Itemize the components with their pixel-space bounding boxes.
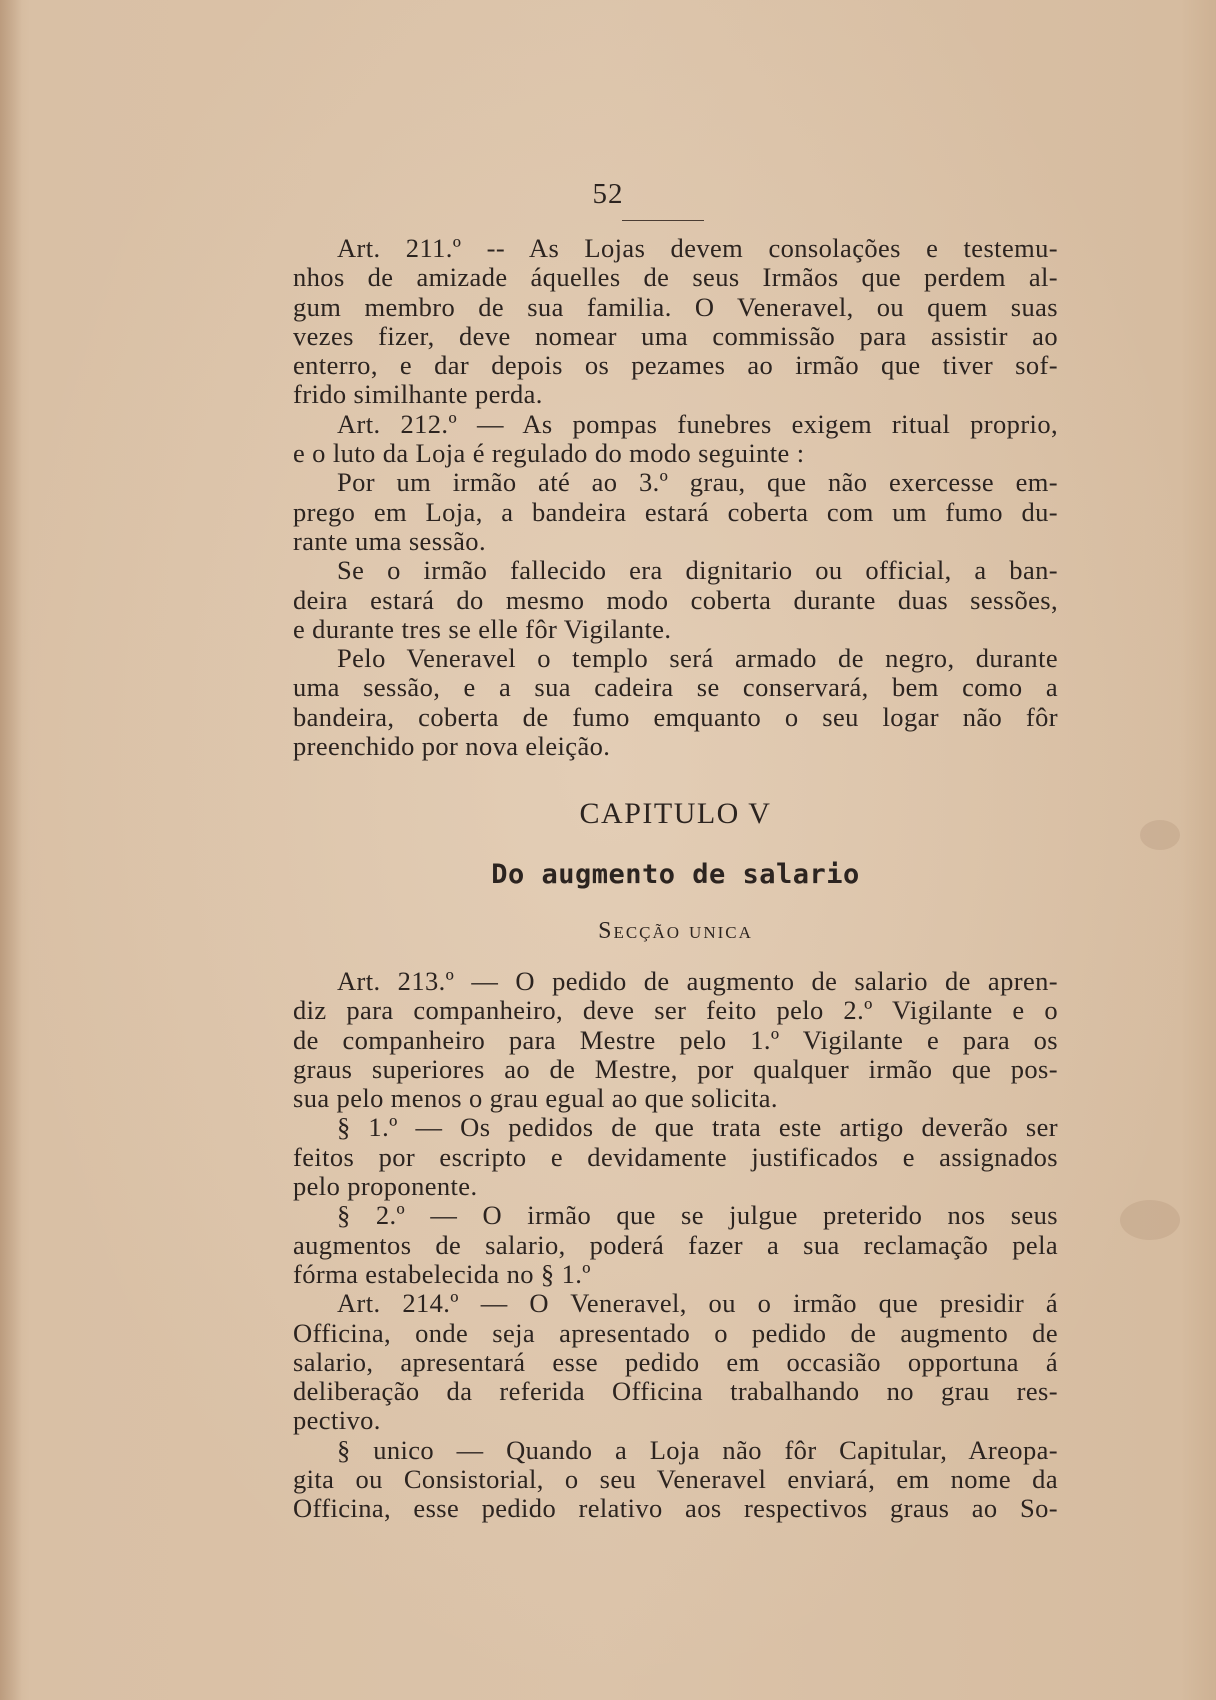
text-line: e o luto da Loja é regulado do modo seguinte : <box>293 438 805 469</box>
text-line: § 2.º — O irmão que se julgue preterido nos seus <box>337 1200 1058 1231</box>
text-line: pectivo. <box>293 1405 381 1436</box>
body-text-bottom <box>293 967 1058 1524</box>
text-line: salario, apresentará esse pedido em occasião opportuna á <box>293 1346 1058 1377</box>
text-line: augmentos de salario, poderá fazer a sua reclamação pela <box>293 1229 1058 1260</box>
text-line: nhos de amizade áquelles de seus Irmãos que perdem al- <box>293 262 1058 293</box>
paragraph <box>293 234 1058 410</box>
paper-stain <box>1140 820 1180 850</box>
text-line: vezes fizer, deve nomear uma commissão para assistir ao <box>293 320 1058 351</box>
text-line: gita ou Consistorial, o seu Veneravel enviará, em nome da <box>293 1464 1058 1495</box>
text-line: Art. 214.º — O Veneravel, ou o irmão que presidir á <box>337 1288 1058 1319</box>
text-line: Art. 212.º — As pompas funebres exigem ritual proprio, <box>337 408 1058 439</box>
page-number-rule <box>622 220 704 221</box>
text-line: frido similhante perda. <box>293 379 543 410</box>
text-line: Officina, esse pedido relativo aos respectivos graus ao So- <box>293 1493 1058 1524</box>
text-line: prego em Loja, a bandeira estará coberta com um fumo du- <box>293 496 1058 527</box>
text-line: diz para companheiro, deve ser feito pelo 2.º Vigilante e o <box>293 995 1058 1026</box>
page-edge-shadow <box>0 0 22 1700</box>
text-line: e durante tres se elle fôr Vigilante. <box>293 613 672 644</box>
text-line: Officina, onde seja apresentado o pedido de augmento de <box>293 1317 1058 1348</box>
paper-stain <box>1120 1200 1180 1240</box>
page-number: 52 <box>592 178 624 210</box>
paragraph <box>293 410 1058 469</box>
text-line: rante uma sessão. <box>293 525 486 556</box>
text-line: pelo proponente. <box>293 1171 478 1202</box>
paragraph <box>293 556 1058 644</box>
text-line: § unico — Quando a Loja não fôr Capitular, Areopa- <box>337 1434 1058 1465</box>
paragraph <box>293 468 1058 556</box>
text-line: uma sessão, e a sua cadeira se conservará, bem como a <box>293 672 1058 703</box>
paragraph <box>293 1201 1058 1289</box>
text-line: de companheiro para Mestre pelo 1.º Vigilante e para os <box>293 1024 1058 1055</box>
text-line: Pelo Veneravel o templo será armado de negro, durante <box>337 643 1058 674</box>
chapter-heading: CAPITULO V <box>579 797 772 830</box>
text-line: sua pelo menos o grau egual ao que solicita. <box>293 1083 778 1114</box>
text-line: Por um irmão até ao 3.º grau, que não exercesse em- <box>337 467 1058 498</box>
paragraph <box>293 644 1058 761</box>
text-line: bandeira, coberta de fumo emquanto o seu logar não fôr <box>293 701 1058 732</box>
paragraph <box>293 1289 1058 1435</box>
text-line: deliberação da referida Officina trabalhando no grau res- <box>293 1376 1058 1407</box>
paragraph <box>293 1113 1058 1201</box>
chapter-title: Do augmento de salario <box>491 859 860 890</box>
text-line: deira estará do mesmo modo coberta durante duas sessões, <box>293 584 1058 615</box>
text-line: Art. 213.º — O pedido de augmento de salario de apren- <box>337 966 1058 996</box>
text-line: enterro, e dar depois os pezames ao irmão que tiver sof- <box>293 350 1058 381</box>
text-line: fórma estabelecida no § 1.º <box>293 1258 591 1289</box>
text-line: gum membro de sua familia. O Veneravel, ou quem suas <box>293 291 1058 322</box>
body-text-top <box>293 234 1058 761</box>
text-line: Se o irmão fallecido era dignitario ou official, a ban- <box>337 555 1058 586</box>
text-line: graus superiores ao de Mestre, por qualquer irmão que pos- <box>293 1053 1058 1084</box>
paragraph <box>293 967 1058 1113</box>
text-line: § 1.º — Os pedidos de que trata este artigo deverão ser <box>337 1112 1058 1143</box>
text-line: preenchido por nova eleição. <box>293 731 611 762</box>
text-line: Art. 211.º -- As Lojas devem consolações e testemu- <box>337 233 1058 263</box>
paragraph <box>293 1436 1058 1524</box>
text-line: feitos por escripto e devidamente justificados e assignados <box>293 1141 1058 1172</box>
section-heading: Secção unica <box>598 918 753 944</box>
